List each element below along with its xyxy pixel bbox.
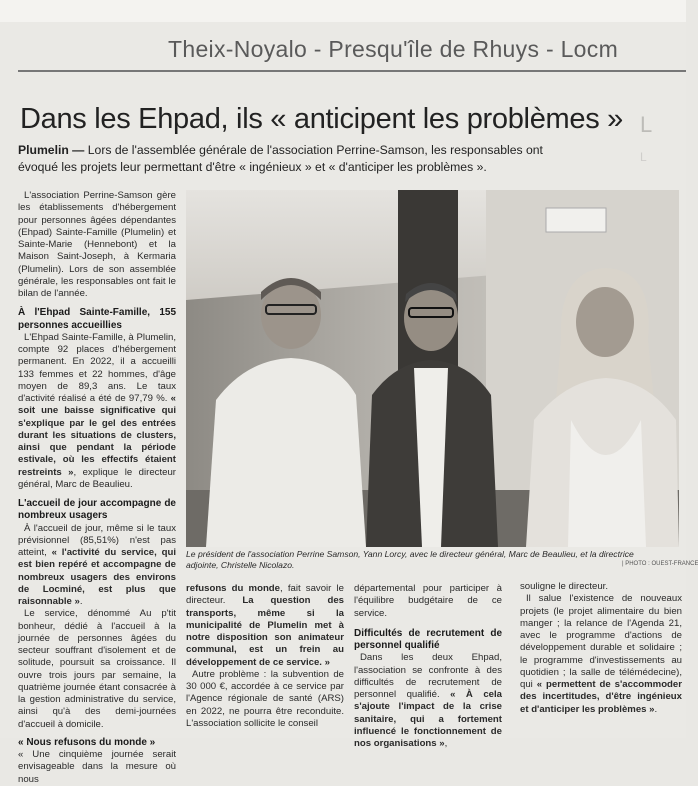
paragraph xyxy=(18,332,176,491)
paragraph: Le service, dénommé Au p'tit bonheur, dédié à l'accueil à la journée de personnes âgées du secteur souffrant d'isolement et de solitude, poursuit sa croissance. Il ouvre trois jours par semaine, la quatrième journée étant consacrée à la gestion administrative du service, ainsi qu'à des demi-journées d'accueil à domicile. xyxy=(18,608,176,730)
adjacent-article-bleed: L xyxy=(640,112,653,137)
article-photo xyxy=(186,190,679,547)
text: . xyxy=(79,596,83,608)
dateline: Plumelin — xyxy=(18,143,85,157)
text: , xyxy=(444,738,448,750)
header-rule xyxy=(18,70,686,72)
subheading: Difficultés de recrutement de personnel qualifié xyxy=(354,627,502,652)
quote: refusons du monde xyxy=(186,583,280,594)
quote: « permettent de s'accommoder des incertitudes, d'être ingénieux et d'anticiper les problèmes » xyxy=(520,679,682,715)
quote: « l'activité du service, qui est bien repéré et accompagne de nombreux usagers des environs de Locminé, est plus que raisonnable » xyxy=(18,547,176,608)
quote: « soit une baisse significative qui s'explique par le gel des entrées durant les situations de clusters, ainsi que pendant la période estivale, où les effectifs étaient restreints » xyxy=(18,393,176,478)
section-header: Theix-Noyalo - Presqu'île de Rhuys - Locm xyxy=(168,36,619,62)
article-headline: Dans les Ehpad, ils « anticipent les problèmes » xyxy=(20,103,623,135)
paragraph xyxy=(18,523,176,609)
adjacent-article-bleed-text: L xyxy=(640,150,647,164)
paragraph: souligne le directeur. xyxy=(520,581,608,592)
paragraph xyxy=(520,593,682,716)
column-2 xyxy=(186,583,344,730)
paragraph: L'association Perrine-Samson gère les établissements d'hébergement pour personnes âgées dépendantes (Ehpad) Sainte-Famille (Plumelin) et Sainte-Marie (Hennebont) et la Maison Saint-Joseph, à Kermaria (Plumelin). Lors de son assemblée générale, les responsables ont fait le bilan de l'année. xyxy=(18,190,176,299)
subheading: À l'Ehpad Sainte-Famille, 155 personnes accueillies xyxy=(18,307,176,331)
subheading: « Nous refusons du monde » xyxy=(18,736,156,748)
lead-text: Lors de l'assemblée générale de l'association Perrine-Samson, les responsables ont évoqué les projets leur permettant d'être « ingénieux » et « d'anticiper les problèmes ». xyxy=(18,143,543,174)
column-4 xyxy=(520,581,682,716)
text: . xyxy=(654,703,658,715)
text: , explique le directeur général, Marc de Beaulieu. xyxy=(18,466,176,490)
paragraph xyxy=(186,583,344,669)
quote: La question des transports, même si la municipalité de Plumelin met à notre disposition son animateur communal, est un frein au développement de ce service. » xyxy=(186,595,345,668)
page-top-margin xyxy=(0,0,686,22)
paragraph: Autre problème : la subvention de 30 000 €, accordée à ce service par l'Agence régionale de santé (ARS) en 2022, ne pourra être reconduite. L'association sollicite le conseil xyxy=(186,668,344,729)
paragraph xyxy=(354,652,502,750)
paragraph: « Une cinquième journée serait envisageable dans la mesure où nous xyxy=(18,749,176,785)
column-3 xyxy=(354,583,502,750)
subheading: L'accueil de jour accompagne de nombreux usagers xyxy=(18,498,176,522)
text: , fait savoir le directeur. xyxy=(186,583,344,607)
article-lead xyxy=(18,142,578,175)
photo-caption: Le président de l'association Perrine Samson, Yann Lorcy, avec le directeur général, Marc de Beaulieu, et la directrice adjointe, Christelle Nicolazo. xyxy=(186,549,634,570)
text: Dans les deux Ehpad, l'association se confronte à des difficultés de recrutement de personnel qualifié. xyxy=(354,652,502,701)
paragraph: départemental pour participer à l'équilibre budgétaire de ce service. xyxy=(354,583,502,619)
text: À l'accueil de jour, même si le taux prévisionnel (85,51%) n'est pas atteint, xyxy=(18,522,176,559)
photo-illustration xyxy=(186,190,679,547)
photo-credit: | PHOTO : OUEST-FRANCE xyxy=(622,561,698,567)
quote: « À cela s'ajoute l'impact de la crise sanitaire, qui a fortement influencé le fonctionnement de nos organisations » xyxy=(354,689,502,750)
text: Il salue l'existence de nouveaux projets (le projet alimentaire du bien manger ; la relance de l'Agenda 21, avec le programme d'actions de développement durable et solidaire ; le programme d'investissements au quotidien ; la salle de télémédecine), qui xyxy=(520,593,682,690)
column-1 xyxy=(18,190,176,786)
text: L'Ehpad Sainte-Famille, à Plumelin, compte 92 places d'hébergement permanent. En 2022, il a accueilli 133 femmes et 22 hommes, d'âge moyen de 89,3 ans. Le taux d'activité réalisé a été de 97,79 %. xyxy=(18,331,176,405)
